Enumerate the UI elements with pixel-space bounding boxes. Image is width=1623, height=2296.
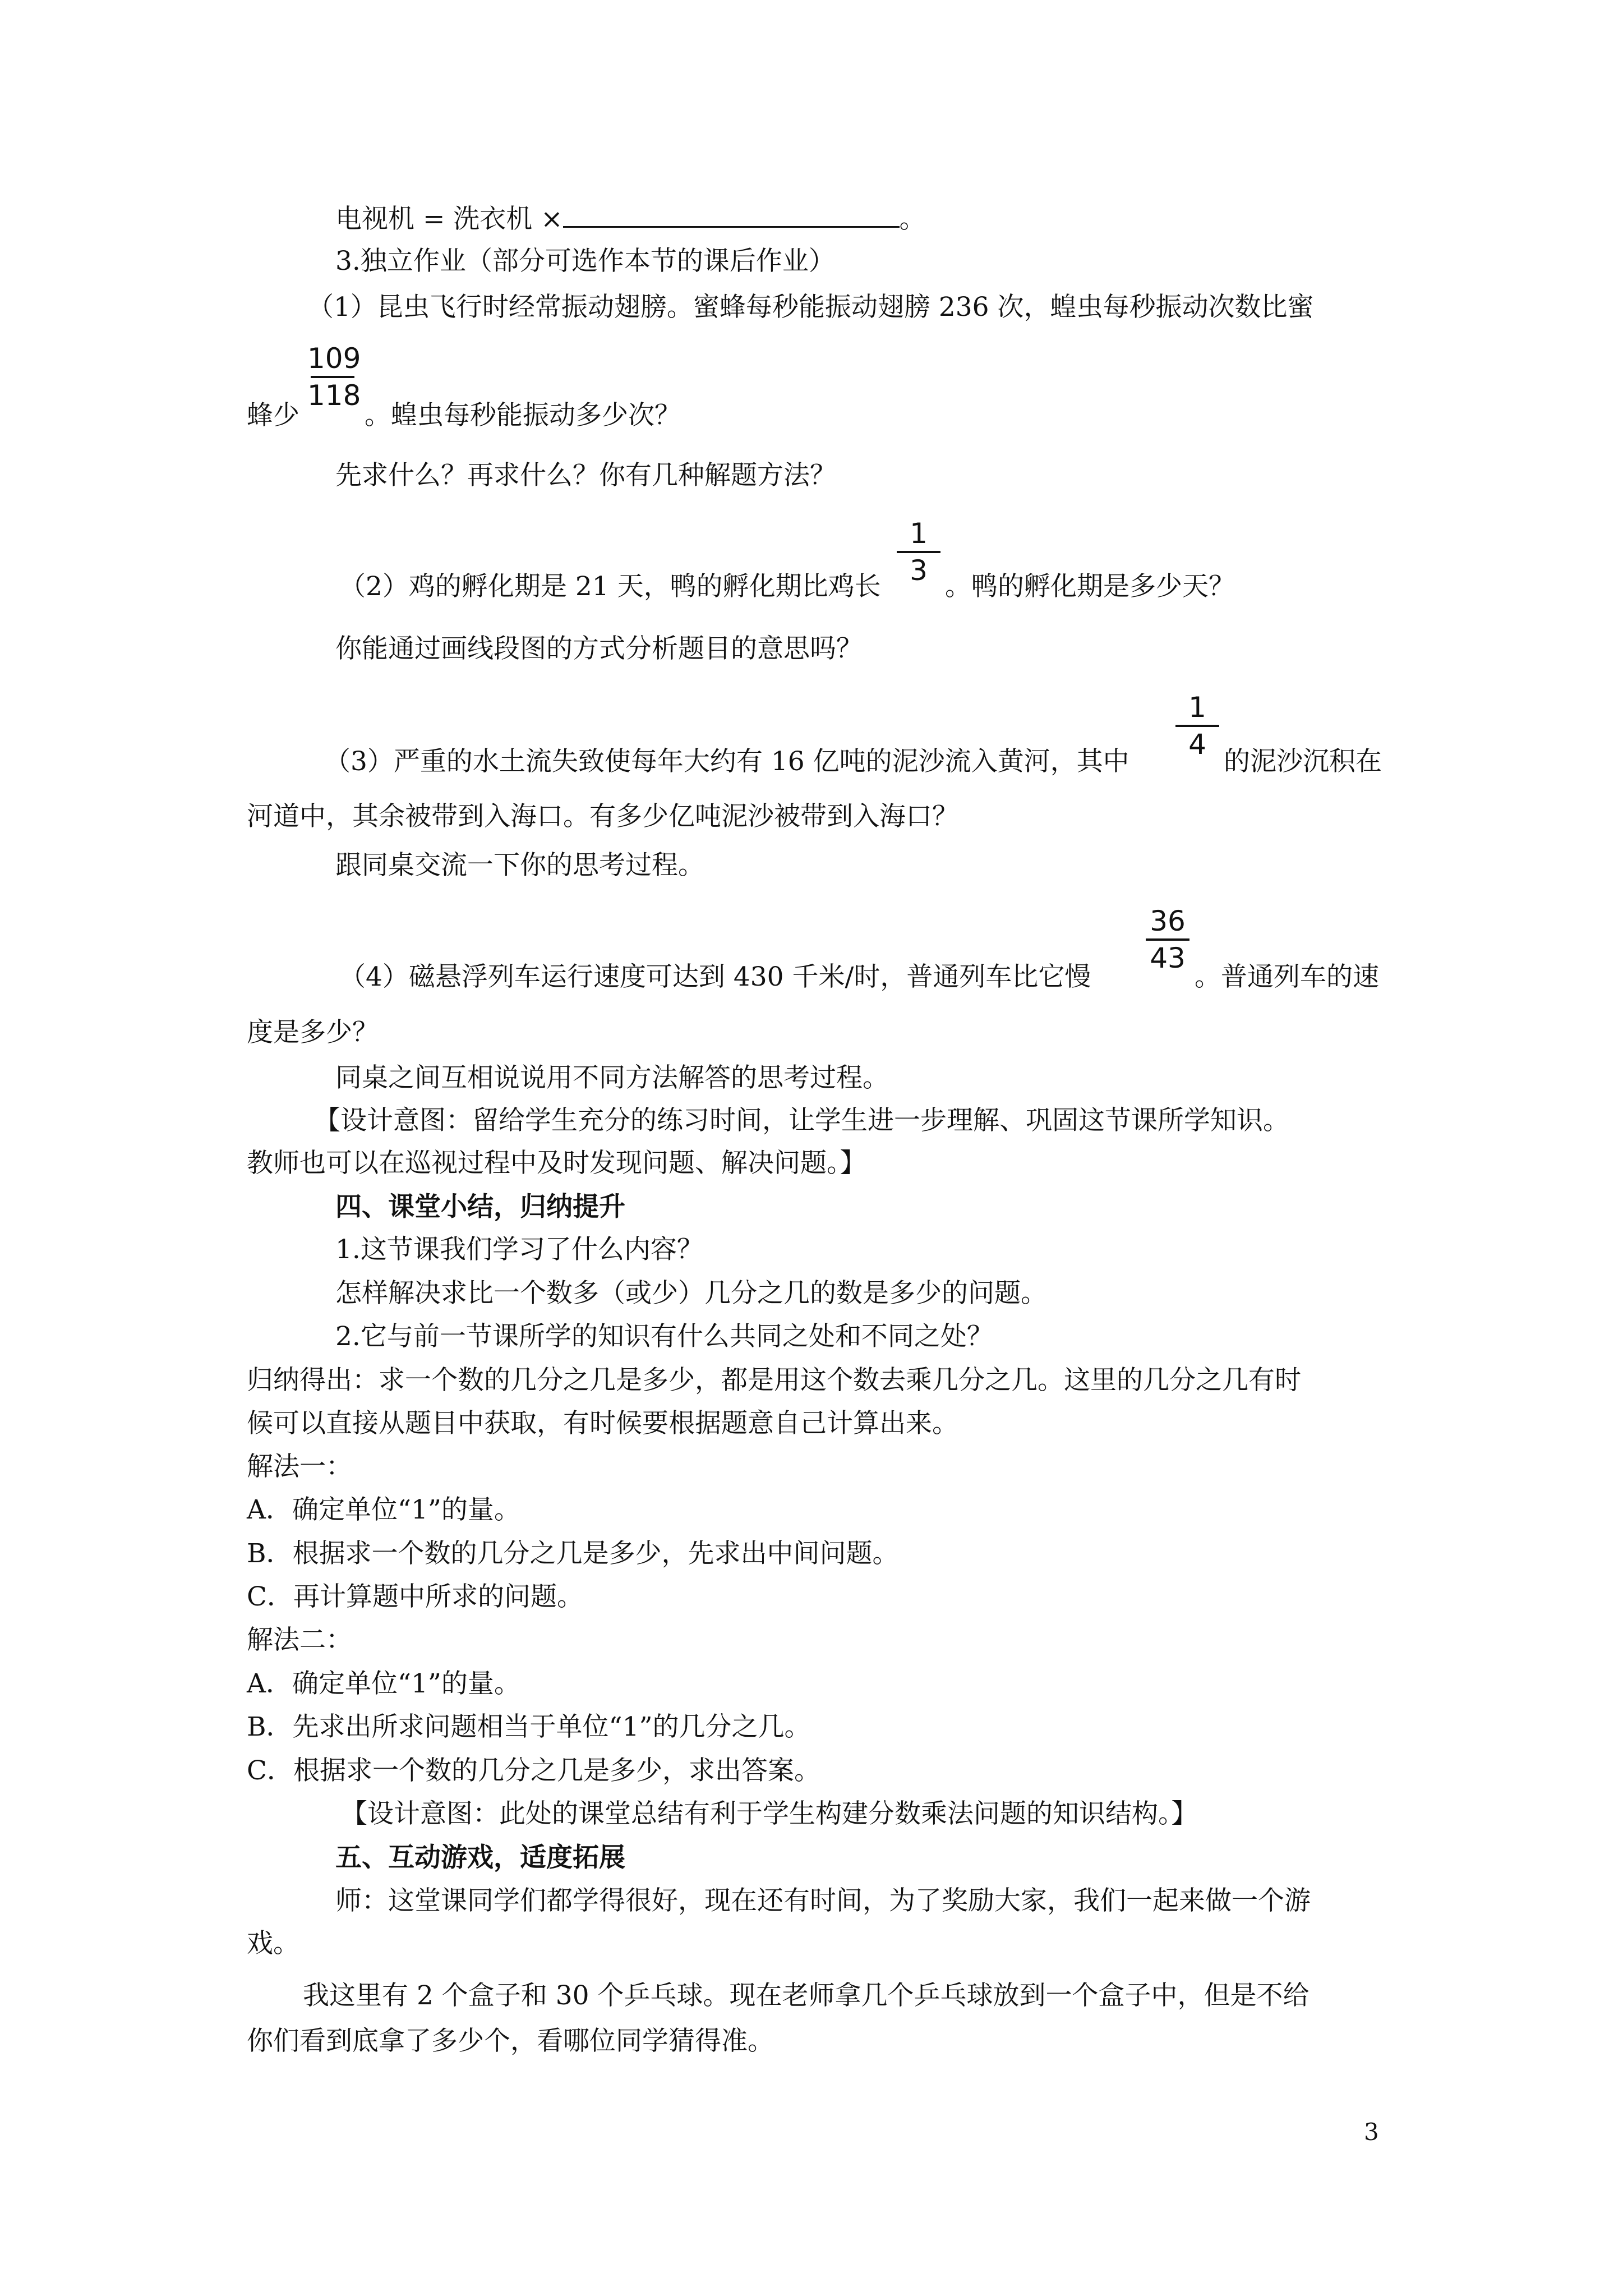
fraction-bar xyxy=(311,376,354,378)
problem-2-text: （2）鸡的孵化期是 21 天，鸭的孵化期比鸡长 xyxy=(339,571,881,602)
design-intent-1-line-1: 【设计意图：留给学生充分的练习时间，让学生进一步理解、巩固这节课所学知识。 xyxy=(314,1105,1289,1136)
problem-3-text: （3）严重的水土流失致使每年大约有 16 亿吨的泥沙流入黄河，其中 xyxy=(324,746,1129,777)
summary-conclusion-line-2: 候可以直接从题目中获取，有时候要根据题意自己计算出来。 xyxy=(247,1408,958,1439)
game-text-line-3: 我这里有 2 个盒子和 30 个乒乓球。现在老师拿几个乒乓球放到一个盒子中，但是不给 xyxy=(303,1980,1310,2011)
summary-question-1-detail: 怎样解决求比一个数多（或少）几分之几的数是多少的问题。 xyxy=(335,1278,1047,1309)
problem-1-line-2a: 蜂少 xyxy=(247,400,299,431)
method-2-step-a: A．确定单位“1”的量。 xyxy=(247,1668,520,1699)
fraction-36-43 xyxy=(1142,905,1193,974)
fraction-numerator: 36 xyxy=(1150,905,1186,937)
problem-4-line-2: 度是多少？ xyxy=(247,1017,379,1048)
method-1-step-b: B．根据求一个数的几分之几是多少，先求出中间问题。 xyxy=(247,1538,899,1569)
answer-blank[interactable] xyxy=(563,204,900,228)
fraction-denominator: 4 xyxy=(1188,728,1206,761)
problem-4-text: （4）磁悬浮列车运行速度可达到 430 千米/时，普通列车比它慢 xyxy=(339,961,1091,992)
fraction-denominator: 43 xyxy=(1150,942,1186,974)
fraction-numerator: 1 xyxy=(910,517,928,550)
game-text-line-2: 戏。 xyxy=(247,1928,299,1959)
problem-3-text-end: 的泥沙沉积在 xyxy=(1224,746,1382,777)
method-2-step-c: C．根据求一个数的几分之几是多少，求出答案。 xyxy=(247,1755,820,1786)
fraction-bar xyxy=(897,551,940,553)
fraction-1-3 xyxy=(893,517,944,587)
equation-text: 电视机 = 洗衣机 × xyxy=(335,204,563,234)
summary-conclusion-line-1: 归纳得出：求一个数的几分之几是多少，都是用这个数去乘几分之几。这里的几分之几有时 xyxy=(247,1365,1301,1396)
fraction-numerator: 109 xyxy=(307,342,361,375)
section-4-heading: 四、课堂小结，归纳提升 xyxy=(335,1191,625,1222)
design-intent-1-line-2: 教师也可以在巡视过程中及时发现问题、解决问题。】 xyxy=(247,1148,866,1179)
method-2-step-b: B．先求出所求问题相当于单位“1”的几分之几。 xyxy=(247,1711,811,1742)
game-text-line-1: 师：这堂课同学们都学得很好，现在还有时间，为了奖励大家，我们一起来做一个游 xyxy=(335,1885,1311,1916)
design-intent-2: 【设计意图：此处的课堂总结有利于学生构建分数乘法问题的知识结构。】 xyxy=(341,1798,1198,1829)
problem-4-text-end: 。普通列车的速 xyxy=(1195,961,1379,992)
fraction-1-4 xyxy=(1172,691,1223,761)
fraction-numerator: 1 xyxy=(1188,691,1206,724)
equation-end: 。 xyxy=(899,204,926,234)
fraction-denominator: 118 xyxy=(307,379,361,412)
problem-3-line-2: 河道中，其余被带到入海口。有多少亿吨泥沙被带到入海口？ xyxy=(247,801,958,832)
method-1-title: 解法一： xyxy=(247,1451,352,1482)
problem-2-question: 你能通过画线段图的方式分析题目的意思吗？ xyxy=(335,633,863,664)
summary-question-2: 2.它与前一节课所学的知识有什么共同之处和不同之处？ xyxy=(335,1321,993,1352)
fraction-109-118 xyxy=(307,342,361,412)
problem-1-question: 先求什么？再求什么？你有几种解题方法？ xyxy=(335,460,836,491)
problem-3-question: 跟同桌交流一下你的思考过程。 xyxy=(335,850,704,881)
game-text-line-4: 你们看到底拿了多少个，看哪位同学猜得准。 xyxy=(247,2026,774,2056)
fraction-bar xyxy=(1175,725,1219,727)
fraction-bar xyxy=(1146,938,1189,941)
problem-1-line-1: （1）昆虫飞行时经常振动翅膀。蜜蜂每秒能振动翅膀 236 次，蝗虫每秒振动次数比蜜 xyxy=(307,292,1314,323)
method-1-step-c: C．再计算题中所求的问题。 xyxy=(247,1581,583,1612)
section-5-heading: 五、互动游戏，适度拓展 xyxy=(335,1842,625,1873)
equation-line xyxy=(335,201,926,238)
summary-question-1: 1.这节课我们学习了什么内容？ xyxy=(335,1234,703,1265)
method-1-step-a: A．确定单位“1”的量。 xyxy=(247,1494,520,1525)
problem-2-text-end: 。鸭的孵化期是多少天？ xyxy=(945,571,1235,602)
problem-4-question: 同桌之间互相说说用不同方法解答的思考过程。 xyxy=(335,1062,889,1093)
fraction-denominator: 3 xyxy=(910,554,928,587)
homework-title: 3.独立作业（部分可选作本节的课后作业） xyxy=(335,246,835,277)
page-number: 3 xyxy=(1364,2118,1379,2146)
method-2-title: 解法二： xyxy=(247,1625,352,1655)
problem-1-line-2b: 。蝗虫每秒能振动多少次？ xyxy=(365,400,681,431)
